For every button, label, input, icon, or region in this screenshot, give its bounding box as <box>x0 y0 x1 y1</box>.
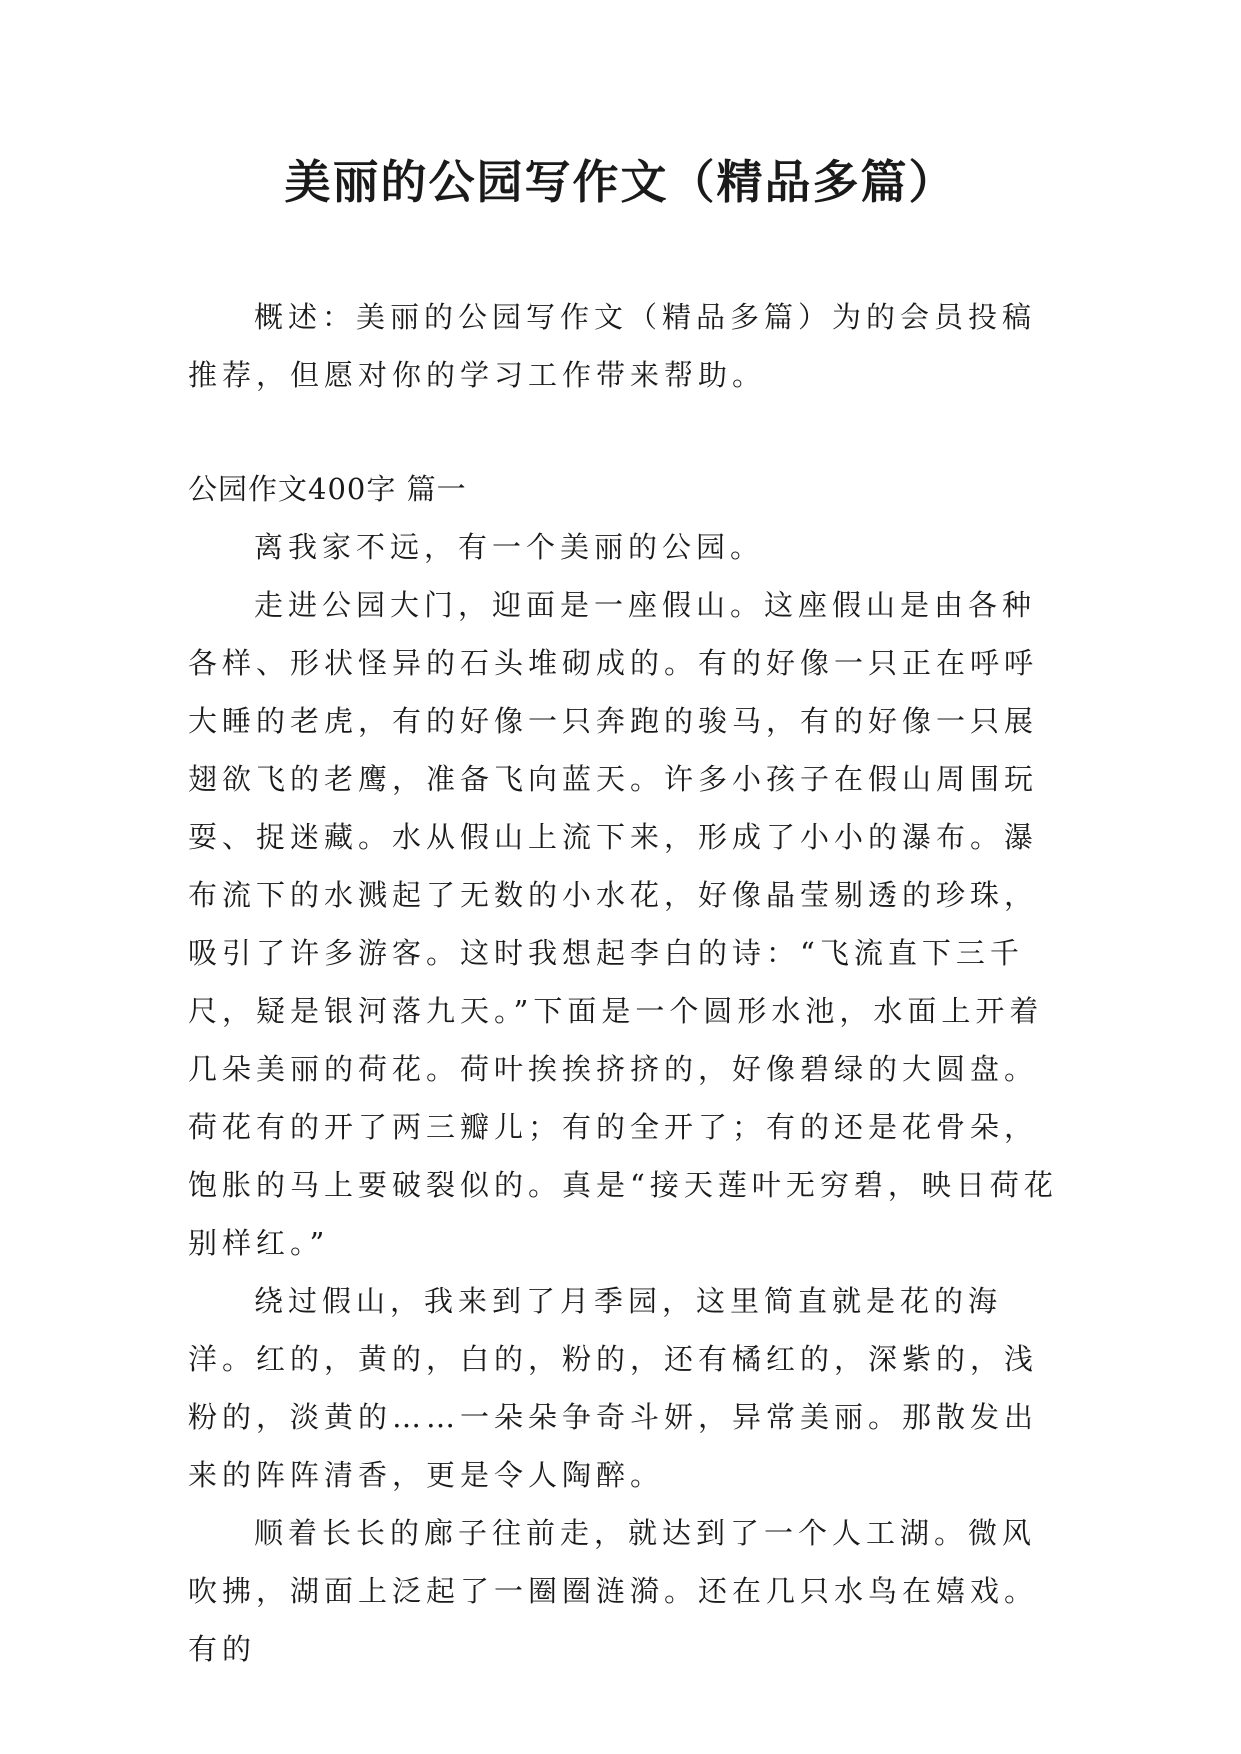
body-text <box>188 518 1058 1678</box>
body-paragraph-4: 顺着长长的廊子往前走，就达到了一个人工湖。微风吹拂，湖面上泛起了一圈圈涟漪。还在几只水鸟在嬉戏。有的 <box>188 1516 1039 1666</box>
summary-paragraph: 概述：美丽的公园写作文（精品多篇）为的会员投稿推荐，但愿对你的学习工作带来帮助。 <box>188 300 1037 392</box>
section-heading: 公园作文400字 篇一 <box>188 472 467 506</box>
body-paragraph-1: 离我家不远，有一个美丽的公园。 <box>254 530 765 564</box>
body-paragraph-2: 走进公园大门，迎面是一座假山。这座假山是由各种各样、形状怪异的石头堆砌成的。有的好像一只正在呼呼大睡的老虎，有的好像一只奔跑的骏马，有的好像一只展翅欲飞的老鹰，准备飞向蓝天。许多小孩子在假山周围玩耍、捉迷藏。水从假山上流下来，形成了小小的瀑布。瀑布流下的水溅起了无数的小水花，好像晶莹剔透的珍珠，吸引了许多游客。这时我想起李白的诗：“飞流直下三千尺，疑是银河落九天。”下面是一个圆形水池，水面上开着几朵美丽的荷花。荷叶挨挨挤挤的，好像碧绿的大圆盘。荷花有的开了两三瓣儿；有的全开了；有的还是花骨朵，饱胀的马上要破裂似的。真是“接天莲叶无穷碧，映日荷花别样红。” <box>188 588 1058 1260</box>
body-paragraph-3: 绕过假山，我来到了月季园，这里简直就是花的海洋。红的，黄的，白的，粉的，还有橘红的，深紫的，浅粉的，淡黄的……一朵朵争奇斗妍，异常美丽。那散发出来的阵阵清香，更是令人陶醉。 <box>188 1284 1039 1492</box>
document-title: 美丽的公园写作文（精品多篇） <box>284 155 957 209</box>
